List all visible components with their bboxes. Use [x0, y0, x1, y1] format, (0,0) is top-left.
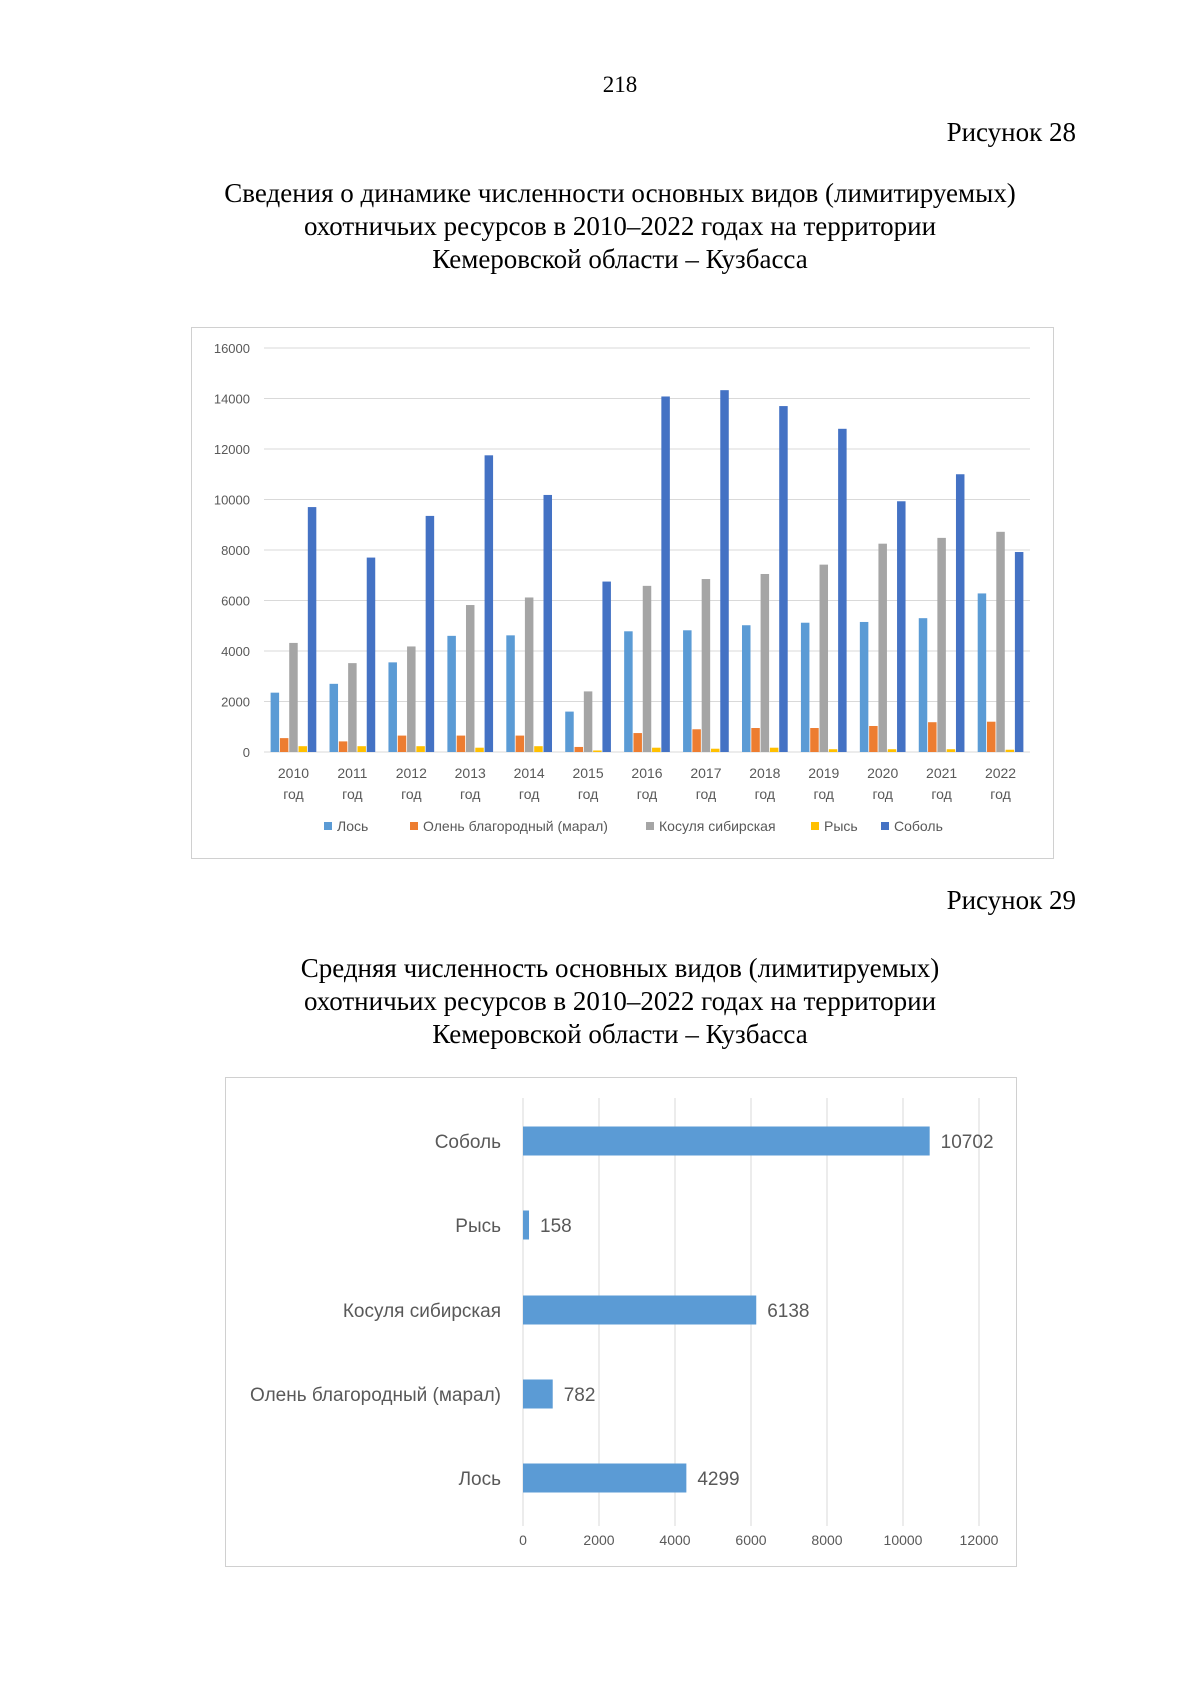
x-tick-label: 8000 — [811, 1532, 843, 1548]
bar — [398, 736, 407, 752]
y-tick-label: 12000 — [213, 442, 250, 457]
legend-swatch — [324, 822, 332, 830]
x-tick-label: 2000 — [583, 1532, 615, 1548]
y-tick-label: 14000 — [213, 391, 250, 407]
figure-28-title — [0, 177, 1200, 276]
data-label: 158 — [540, 1216, 572, 1237]
data-label: 782 — [563, 1385, 596, 1406]
x-tick-label-year: 2019 — [808, 765, 840, 781]
y-tick-label: 0 — [242, 745, 250, 760]
figure-29-label: Рисунок 29 — [946, 885, 1076, 915]
bar — [897, 501, 906, 752]
x-tick-label-unit: год — [990, 786, 1011, 802]
x-tick-label-year: 2017 — [690, 765, 722, 781]
bar — [652, 748, 661, 752]
figure-28-title-line: охотничьих ресурсов в 2010–2022 годах на территории — [303, 211, 937, 241]
y-tick-label: 2000 — [221, 694, 250, 710]
x-tick-label: 10000 — [883, 1532, 923, 1548]
bar — [1006, 750, 1015, 752]
category-label: Олень благородный (марал) — [250, 1385, 501, 1406]
bar — [593, 750, 602, 752]
x-tick-label-year: 2012 — [395, 765, 427, 781]
bar — [339, 741, 348, 752]
bar — [525, 597, 534, 752]
bar — [348, 663, 357, 752]
chart-28-svg — [192, 328, 1052, 857]
bar — [838, 429, 847, 752]
bar — [702, 579, 711, 752]
bar — [937, 538, 946, 752]
x-tick-label-year: 2010 — [277, 765, 310, 781]
bar — [523, 1127, 930, 1156]
bar — [947, 749, 956, 752]
x-tick-label-year: 2018 — [749, 765, 781, 781]
bar — [575, 747, 584, 752]
bar — [534, 746, 543, 752]
legend-swatch — [881, 822, 889, 830]
bar — [888, 749, 897, 752]
category-label: Соболь — [434, 1132, 501, 1153]
legend-label: Лось — [337, 818, 369, 834]
bar — [878, 544, 887, 752]
bar — [742, 625, 751, 752]
figure-28-title-line: Сведения о динамике численности основных видов (лимитируемых) — [224, 178, 1016, 208]
legend-swatch — [646, 822, 654, 830]
x-tick-label: 6000 — [735, 1532, 767, 1548]
x-tick-label-unit: год — [636, 786, 658, 802]
x-tick-label-unit: год — [518, 786, 540, 802]
x-tick-label-unit: год — [695, 786, 717, 802]
legend-swatch — [811, 822, 819, 830]
figure-28-title-line: Кемеровской области – Кузбасса — [432, 244, 808, 274]
bar — [978, 593, 987, 752]
figure-28-label: Рисунок 28 — [946, 117, 1076, 147]
bar — [987, 722, 996, 752]
bar — [367, 558, 376, 752]
bar — [683, 630, 692, 752]
bar — [820, 565, 829, 752]
bar — [506, 635, 515, 752]
bar — [633, 733, 642, 752]
bar — [523, 1296, 756, 1325]
figure-29-title-line: Средняя численность основных видов (лимитируемых) — [300, 953, 940, 983]
chart-28-frame — [191, 327, 1054, 859]
x-tick-label-unit: год — [577, 786, 599, 802]
bar — [523, 1211, 529, 1240]
bar — [280, 738, 289, 752]
x-tick-label-year: 2015 — [572, 765, 604, 781]
category-label: Лось — [458, 1469, 501, 1490]
chart-29-svg — [226, 1078, 1015, 1565]
data-label: 4299 — [697, 1469, 740, 1490]
bar — [761, 574, 770, 752]
bar — [457, 736, 466, 752]
x-tick-label: 12000 — [959, 1532, 999, 1548]
bar — [416, 746, 425, 752]
bar — [643, 586, 652, 752]
page-number: 218 — [602, 72, 638, 97]
x-tick-label-year: 2014 — [513, 765, 545, 781]
bar — [956, 474, 965, 752]
bar — [466, 605, 475, 752]
x-tick-label-unit: год — [460, 786, 481, 802]
figure-29-title-line: охотничьих ресурсов в 2010–2022 годах на территории — [303, 986, 937, 1016]
data-label: 6138 — [767, 1301, 810, 1322]
bar — [869, 726, 878, 752]
legend-label: Косуля сибирская — [659, 818, 776, 834]
legend-label: Соболь — [894, 818, 943, 834]
x-tick-label-unit: год — [342, 786, 363, 802]
bar — [330, 684, 339, 752]
x-tick-label-unit: год — [813, 786, 834, 802]
bar — [720, 390, 729, 752]
bar — [661, 396, 670, 752]
bar — [1015, 552, 1024, 752]
x-tick-label-unit: год — [401, 786, 422, 802]
bar — [544, 495, 553, 752]
bar — [516, 736, 525, 752]
x-tick-label: 4000 — [659, 1532, 691, 1548]
y-tick-label: 10000 — [213, 492, 250, 508]
bar — [829, 749, 838, 752]
bar — [475, 748, 484, 752]
x-tick-label-year: 2020 — [867, 765, 899, 781]
bar — [751, 728, 760, 752]
x-tick-label-unit: год — [931, 786, 952, 802]
x-tick-label-year: 2022 — [984, 765, 1017, 781]
bar — [584, 691, 593, 752]
x-tick-label-unit: год — [283, 786, 304, 802]
bar — [928, 722, 937, 752]
bar — [624, 631, 633, 752]
bar — [388, 662, 397, 752]
bar — [308, 507, 317, 752]
bar — [485, 455, 494, 752]
bar — [565, 712, 574, 752]
x-tick-label-year: 2016 — [631, 765, 663, 781]
y-tick-label: 6000 — [221, 593, 250, 609]
figure-29-title-line: Кемеровской области – Кузбасса — [432, 1019, 808, 1049]
x-tick-label-unit: год — [754, 786, 776, 802]
category-label: Косуля сибирская — [342, 1301, 501, 1322]
figure-29-title — [0, 952, 1200, 1051]
legend-label: Олень благородный (марал) — [423, 818, 608, 834]
bar — [523, 1464, 686, 1493]
category-label: Рысь — [455, 1216, 501, 1237]
bar — [426, 516, 435, 752]
bar — [289, 643, 298, 752]
chart-29-frame — [225, 1077, 1017, 1567]
bar — [602, 582, 611, 752]
bar — [407, 646, 416, 752]
bar — [810, 728, 819, 752]
legend-label: Рысь — [824, 818, 858, 834]
bar — [523, 1380, 553, 1409]
y-tick-label: 8000 — [221, 543, 250, 558]
bar — [801, 623, 810, 752]
x-tick-label: 0 — [519, 1532, 527, 1548]
bar — [299, 746, 308, 752]
x-tick-label-unit: год — [872, 786, 893, 802]
legend-swatch — [410, 822, 418, 830]
bar — [779, 406, 788, 752]
x-tick-label-year: 2013 — [454, 765, 486, 781]
bar — [919, 618, 928, 752]
bar — [447, 636, 456, 752]
x-tick-label-year: 2011 — [337, 765, 368, 781]
bar — [996, 532, 1005, 752]
bar — [692, 729, 701, 752]
bar — [271, 693, 280, 752]
bar — [770, 748, 779, 752]
data-label: 10702 — [940, 1132, 994, 1153]
y-tick-label: 16000 — [213, 341, 250, 356]
bar — [860, 622, 869, 752]
x-tick-label-year: 2021 — [926, 765, 958, 781]
bar — [357, 746, 366, 752]
y-tick-label: 4000 — [221, 644, 250, 659]
bar — [711, 749, 720, 752]
